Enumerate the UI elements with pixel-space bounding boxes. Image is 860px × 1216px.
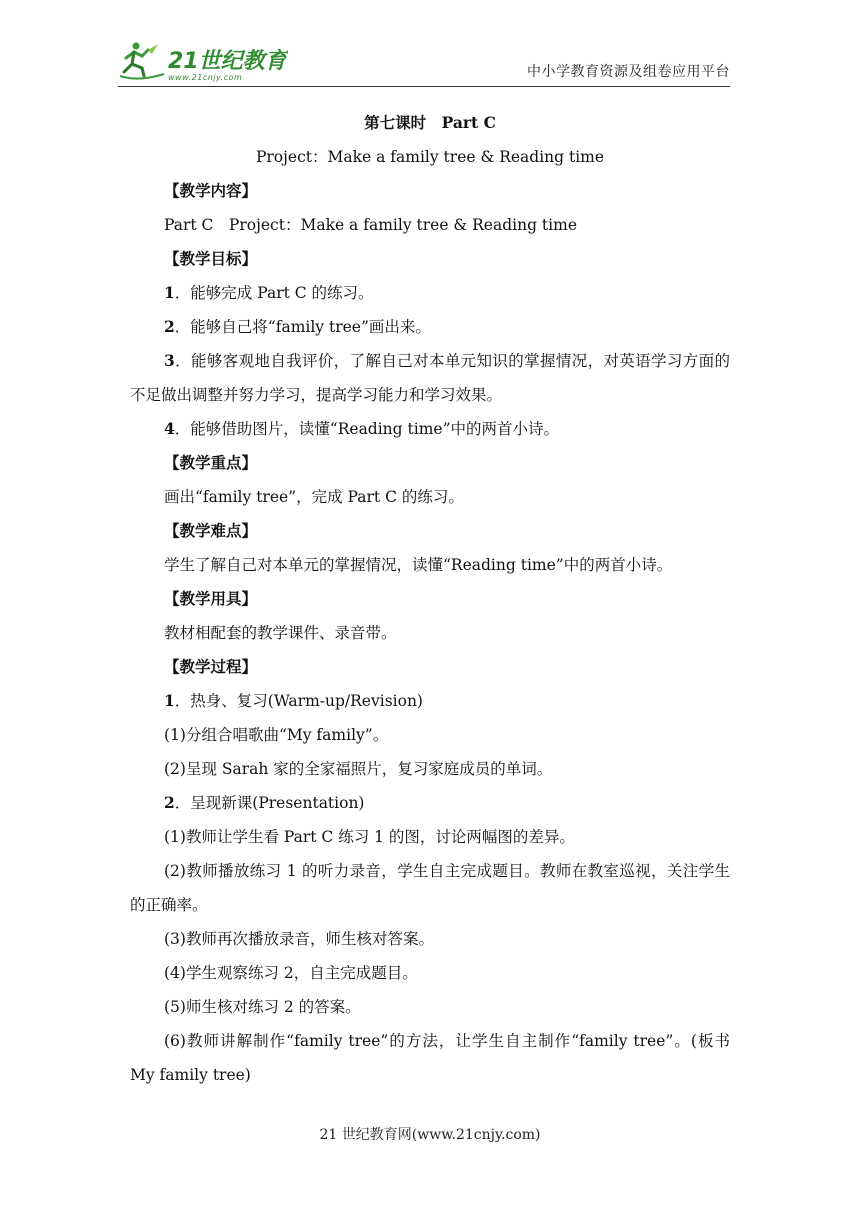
section-heading-key-points: 【教学重点】 (164, 453, 258, 472)
goal-item: 1．能够完成 Part C 的练习。 (164, 283, 374, 302)
process-item: (1)分组合唱歌曲“My family”。 (164, 726, 389, 744)
goal-item: 4．能够借助图片，读懂“Reading time”中的两首小诗。 (164, 419, 559, 438)
process-item: (6)教师讲解制作“family tree”的方法，让学生自主制作“family tree”。(板书 My family tree) (130, 1032, 730, 1084)
section-heading-goals: 【教学目标】 (164, 249, 258, 268)
process-step-title: 1．热身、复习(Warm-up/Revision) (164, 691, 423, 710)
tools-text: 教材相配套的教学课件、录音带。 (164, 624, 397, 642)
process-item: (1)教师让学生看 Part C 练习 1 的图，讨论两幅图的差异。 (164, 828, 575, 846)
section-heading-content: 【教学内容】 (164, 181, 258, 200)
site-logo[interactable] (118, 36, 288, 84)
process-step-title: 2．呈现新课(Presentation) (164, 793, 365, 812)
section-heading-process: 【教学过程】 (164, 657, 258, 676)
section-heading-tools: 【教学用具】 (164, 589, 258, 608)
lesson-subtitle: Project：Make a family tree & Reading time (255, 148, 605, 166)
document-body (130, 106, 730, 1092)
page-footer: 21 世纪教育网(www.21cnjy.com) (319, 1127, 541, 1143)
process-item: (4)学生观察练习 2，自主完成题目。 (164, 964, 418, 982)
platform-name: 中小学教育资源及组卷应用平台 (527, 64, 730, 80)
runner-logo-icon (118, 36, 288, 84)
process-item: (5)师生核对练习 2 的答案。 (164, 998, 361, 1016)
goal-item: 2．能够自己将“family tree”画出来。 (164, 317, 431, 336)
lesson-title: 第七课时 Part C (364, 113, 496, 132)
process-item: (2)教师播放练习 1 的听力录音，学生自主完成题目。教师在教室巡视，关注学生的正确率。 (130, 862, 730, 914)
difficulties-text: 学生了解自己对本单元的掌握情况，读懂“Reading time”中的两首小诗。 (164, 556, 673, 574)
process-item: (3)教师再次播放录音，师生核对答案。 (164, 930, 434, 948)
key-points-text: 画出“family tree”，完成 Part C 的练习。 (164, 488, 464, 506)
page-header (118, 36, 730, 87)
svg-text:21世纪教育: 21世纪教育 (168, 49, 287, 74)
content-text: Part C Project：Make a family tree & Reading time (164, 216, 577, 234)
process-item: (2)呈现 Sarah 家的全家福照片，复习家庭成员的单词。 (164, 760, 553, 778)
section-heading-difficulties: 【教学难点】 (164, 521, 258, 540)
svg-text:www.21cnjy.com: www.21cnjy.com (168, 73, 243, 82)
goal-item: 3．能够客观地自我评价，了解自己对本单元知识的掌握情况，对英语学习方面的不足做出调整并努力学习，提高学习能力和学习效果。 (130, 351, 730, 404)
